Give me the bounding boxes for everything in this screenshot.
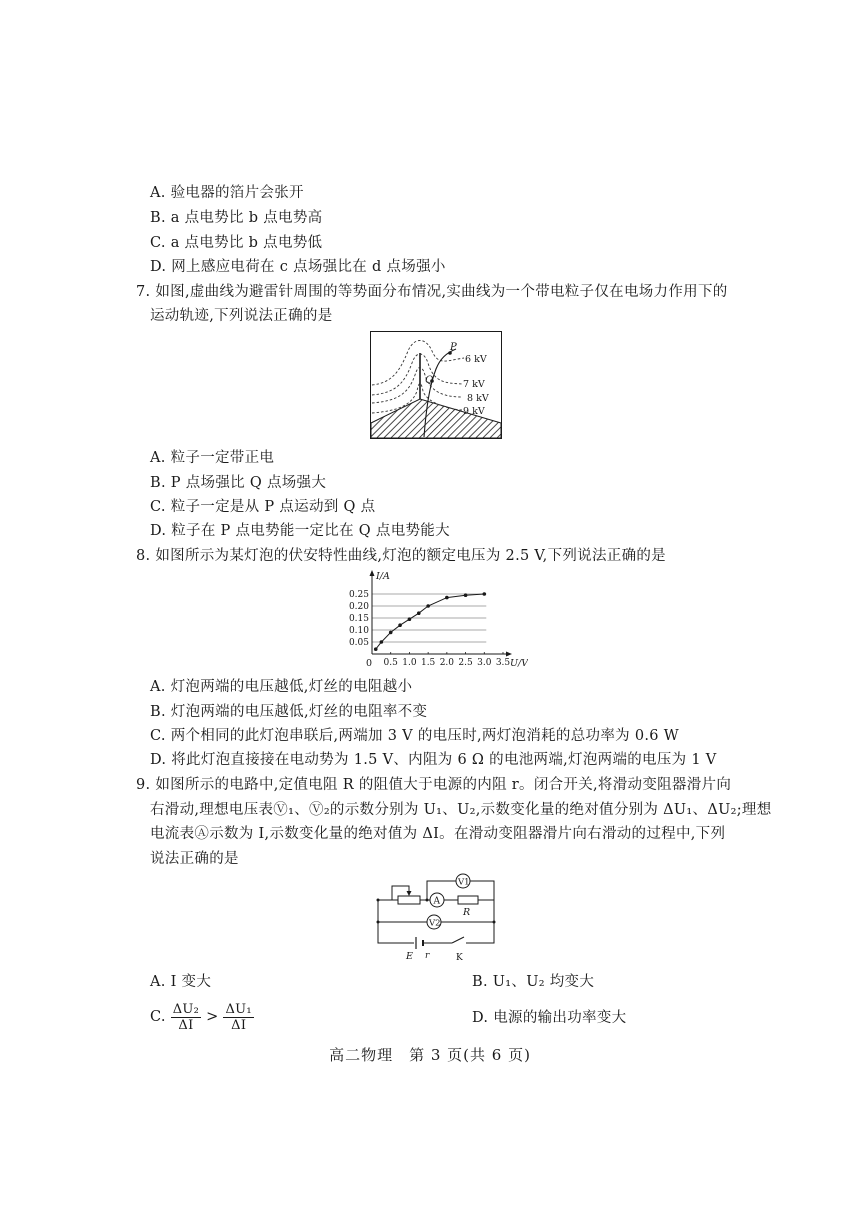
q9-option-c	[150, 1000, 254, 1034]
q9-option-c-fraction-right	[223, 1002, 253, 1033]
q8-option-d: D. 将此灯泡直接接在电动势为 1.5 V、内阻为 6 Ω 的电池两端,灯泡两端的电压为 1 V	[150, 752, 717, 768]
circuit-v1-right-wire	[470, 881, 494, 900]
chart-x-tick-label: 3.5	[495, 658, 511, 668]
q9-stem-line4: 说法正确的是	[150, 851, 239, 867]
chart-data-point	[426, 604, 430, 608]
page-footer: 高二物理 第 3 页(共 6 页)	[329, 1046, 531, 1064]
q7-option-c: C. 粒子一定是从 P 点运动到 Q 点	[150, 499, 376, 515]
q9-option-c-den-left: ΔI	[178, 1017, 194, 1033]
circuit-slider-wire	[392, 886, 409, 900]
q9-stem-line3: 电流表Ⓐ示数为 I,示数变化量的绝对值为 ΔI。在滑动变阻器滑片向右滑动的过程中,下列	[150, 826, 726, 842]
circuit-v1-left-wire	[427, 881, 456, 900]
chart-origin-label: 0	[366, 658, 373, 669]
q7-stem-line2: 运动轨迹,下列说法正确的是	[150, 308, 333, 324]
chart-x-tick-label: 2.0	[439, 658, 455, 668]
circuit-label-a: A	[433, 896, 440, 907]
chart-y-tick-label: 0.15	[348, 614, 369, 624]
q7-label-q: Q	[425, 375, 434, 386]
q9-option-c-prefix: C.	[150, 1009, 166, 1025]
circuit-label-k: K	[456, 953, 463, 963]
chart-x-tick-label: 1.5	[420, 658, 436, 668]
chart-x-tick-label: 1.0	[402, 658, 417, 668]
circuit-rheostat	[398, 896, 420, 904]
circuit-label-e: E	[406, 951, 413, 962]
q9-option-c-fraction-left	[171, 1002, 201, 1033]
chart-data-point	[482, 592, 486, 596]
chart-data-point	[464, 593, 468, 597]
circuit-node-a-left	[426, 899, 429, 902]
q7-label-6kv: 6 kV	[465, 354, 487, 365]
q7-stem-line1: 7. 如图,虚曲线为避雷针周围的等势面分布情况,实曲线为一个带电粒子仅在电场力作用下的	[136, 284, 728, 300]
q8-option-c: C. 两个相同的此灯泡串联后,两端加 3 V 的电压时,两灯泡消耗的总功率为 0.6 W	[150, 728, 679, 744]
circuit-label-r-small: r	[425, 951, 430, 961]
chart-y-tick-label: 0.20	[348, 602, 369, 612]
circuit-resistor-r	[458, 896, 478, 904]
q8-option-a: A. 灯泡两端的电压越低,灯丝的电阻越小	[150, 679, 413, 695]
chart-y-tick-label: 0.05	[348, 638, 369, 648]
q7-label-p: P	[450, 342, 457, 353]
q9-option-c-operator: >	[206, 1009, 219, 1025]
q9-stem-line2: 右滑动,理想电压表Ⓥ₁、Ⓥ₂的示数分别为 U₁、U₂,示数变化量的绝对值分别为 ΔU₁、ΔU₂;理想	[150, 802, 772, 818]
chart-y-tick-label: 0.10	[348, 626, 369, 636]
circuit-node-left-top	[377, 899, 380, 902]
circuit-label-v2: V2	[429, 918, 441, 929]
circuit-node-left-mid	[377, 921, 380, 924]
q6-option-d: D. 网上感应电荷在 c 点场强比在 d 点场强小	[150, 259, 446, 275]
q6-option-c: C. a 点电势比 b 点电势低	[150, 235, 323, 251]
q9-stem-line1: 9. 如图所示的电路中,定值电阻 R 的阻值大于电源的内阻 r。闭合开关,将滑动变阻器滑片向	[136, 777, 732, 793]
q6-option-b: B. a 点电势比 b 点电势高	[150, 210, 323, 226]
chart-data-point	[374, 647, 378, 651]
circuit-label-r-big: R	[463, 907, 471, 918]
chart-data-point	[417, 611, 421, 615]
circuit-node-right-mid	[493, 921, 496, 924]
q7-lightning-rod-figure	[370, 331, 502, 439]
chart-data-point	[445, 596, 449, 600]
q8-iv-curve-chart	[338, 568, 528, 672]
circuit-label-v1: V1	[458, 877, 470, 888]
chart-x-label: U/V	[510, 658, 528, 669]
chart-x-tick-label: 3.0	[477, 658, 492, 668]
q8-option-b: B. 灯泡两端的电压越低,灯丝的电阻率不变	[150, 704, 428, 720]
q9-option-b: B. U₁、U₂ 均变大	[472, 974, 595, 990]
circuit-slider-arrow	[407, 891, 412, 896]
chart-data-point	[408, 617, 412, 621]
chart-y-label: I/A	[376, 571, 390, 582]
q9-option-c-den-right: ΔI	[231, 1017, 247, 1033]
q7-label-9kv: 9 kV	[463, 406, 485, 417]
chart-data-point	[380, 640, 384, 644]
q7-label-7kv: 7 kV	[463, 379, 485, 390]
q7-option-a: A. 粒子一定带正电	[150, 450, 275, 466]
chart-x-axis-arrow	[506, 652, 512, 657]
chart-fit-curve	[376, 594, 485, 649]
chart-x-tick-label: 0.5	[383, 658, 398, 668]
q8-stem: 8. 如图所示为某灯泡的伏安特性曲线,灯泡的额定电压为 2.5 V,下列说法正确的是	[136, 548, 666, 564]
q6-option-a: A. 验电器的箔片会张开	[150, 185, 304, 201]
chart-data-point	[398, 623, 402, 627]
circuit-switch-blade	[452, 937, 464, 943]
q9-option-d: D. 电源的输出功率变大	[472, 1010, 627, 1026]
q7-label-8kv: 8 kV	[467, 393, 489, 404]
q7-option-b: B. P 点场强比 Q 点场强大	[150, 475, 327, 491]
q9-circuit-diagram	[370, 868, 500, 964]
chart-y-axis-arrow	[370, 570, 375, 576]
q9-option-c-num-right: ΔU₁	[225, 1001, 252, 1017]
chart-x-tick-label: 2.5	[458, 658, 473, 668]
q7-option-d: D. 粒子在 P 点电势能一定比在 Q 点电势能大	[150, 523, 450, 539]
q9-option-a: A. I 变大	[150, 974, 212, 990]
chart-data-point	[389, 631, 393, 635]
q9-option-c-num-left: ΔU₂	[172, 1001, 200, 1017]
chart-y-tick-label: 0.25	[348, 590, 369, 600]
